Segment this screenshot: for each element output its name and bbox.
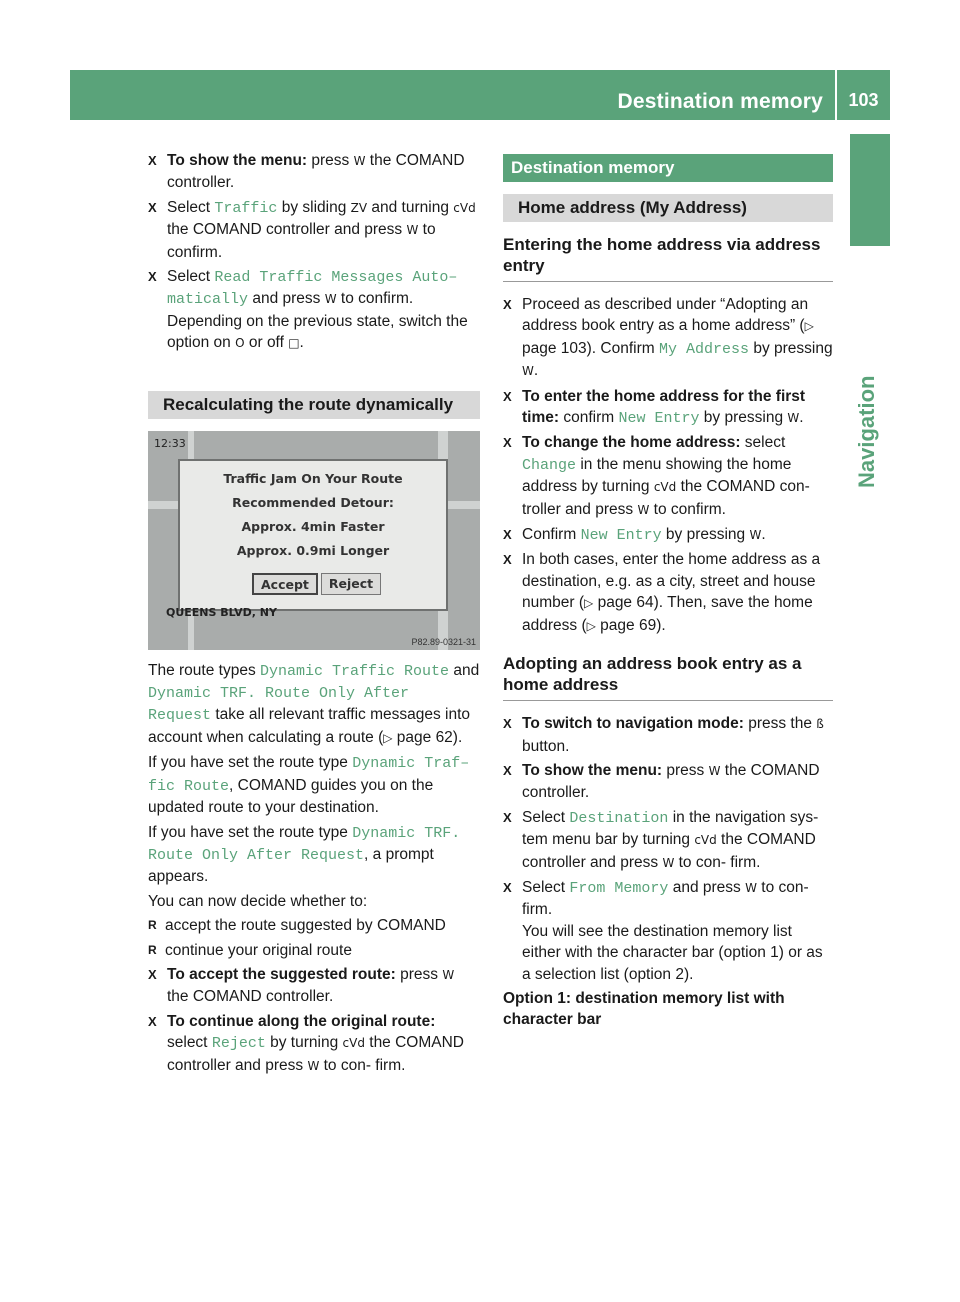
turn-controller-icon: cVd — [694, 833, 717, 848]
subsection-band: Home address (My Address) — [503, 194, 833, 222]
paragraph: If you have set the route type Dynamic TRF. Route Only After Request, a prompt appears. — [148, 823, 461, 886]
section-heading: Recalculating the route dynamically — [148, 391, 480, 419]
dialog-line: Approx. 0.9mi Longer — [236, 542, 390, 558]
instruction: X Proceed as described under “Adopting an address book entry as a home address” (▷ page 103). Confirm My Address by pressing W. — [503, 294, 833, 383]
instruction: X To change the home address: select Change in the menu showing the home address by turning cVd the COMAND con- troller and press W to confirm. — [503, 432, 833, 521]
press-controller-icon: W — [353, 154, 366, 168]
side-tab — [850, 134, 890, 246]
heading: Entering the home address via address entry — [503, 234, 833, 282]
side-label: Navigation — [854, 375, 879, 488]
checkbox-off-icon: □ — [288, 336, 300, 351]
instruction: X Select Traffic by sliding ZV and turning cVd the COMAND controller and press W to confirm. — [148, 197, 480, 263]
clock: 12:33 — [154, 436, 186, 450]
left-column — [148, 150, 480, 1080]
instruction: X Select Read Traffic Messages Auto– matically and press W to confirm. Depending on the previous state, switch the option on O or off □. — [148, 266, 480, 355]
instruction: X To enter the home address for the first time: confirm New Entry by pressing W. — [503, 386, 833, 430]
reject-button[interactable]: Reject — [321, 573, 381, 595]
instruction: X To accept the suggested route: press W the COMAND controller. — [148, 964, 480, 1008]
navigation-screenshot — [148, 431, 480, 650]
dialog-line: Approx. 4min Faster — [241, 518, 385, 534]
page-header — [70, 70, 890, 120]
section-band: Destination memory — [503, 154, 833, 182]
instruction: X Select From Memory and press W to con- firm. You will see the destination memory list either with the character bar (option 1) or as a selection list (option 2). — [503, 877, 833, 985]
instruction: X To show the menu: press W the COMAND controller. — [148, 150, 480, 194]
figure-reference: P82.89-0321-31 — [411, 636, 476, 647]
press-controller-icon: W — [522, 364, 534, 379]
instruction: X In both cases, enter the home address as a destination, e.g. as a city, street and house number (▷ page 64). Then, save the home address (▷ page 69). — [503, 549, 833, 637]
instruction: X To continue along the original route: select Reject by turning cVd the COMAND controller and press W to con- firm. — [148, 1011, 480, 1077]
heading: Option 1: destination memory list with character bar — [503, 989, 785, 1029]
instruction: X Select Destination in the navigation sys- tem menu bar by turning cVd the COMAND controller and press W to con- firm. — [503, 807, 833, 874]
heading: Adopting an address book entry as a home address — [503, 653, 833, 701]
instruction: X Confirm New Entry by pressing W. — [503, 524, 833, 546]
page-number: 103 — [848, 89, 879, 110]
instruction: X To show the menu: press W the COMAND controller. — [503, 760, 833, 804]
press-controller-icon: W — [637, 502, 650, 517]
press-controller-icon: W — [307, 1058, 320, 1073]
turn-controller-icon: cVd — [453, 200, 476, 215]
bullet-item: R continue your original route — [148, 940, 480, 961]
press-controller-icon: W — [749, 528, 762, 543]
bullet-item: R accept the route suggested by COMAND — [148, 915, 480, 936]
press-controller-icon: W — [324, 292, 337, 307]
paragraph: You can now decide whether to: — [148, 892, 368, 910]
paragraph: If you have set the route type Dynamic Traf– fic Route, COMAND guides you on the updated route to your destination. — [148, 754, 470, 817]
checkbox-on-icon: O — [235, 336, 245, 351]
menu-item-traffic: Traffic — [214, 199, 278, 217]
chapter-title: Destination memory — [617, 89, 823, 113]
right-column — [503, 150, 833, 1034]
navi-key-icon: ß — [816, 717, 824, 732]
press-controller-icon: W — [406, 223, 419, 238]
turn-controller-icon: cVd — [653, 480, 677, 495]
traffic-dialog — [178, 459, 448, 611]
press-controller-icon: W — [662, 855, 675, 870]
page-ref-arrow-icon: ▷ — [383, 730, 393, 745]
press-controller-icon: W — [442, 967, 455, 982]
slide-controller-icon: ZV — [350, 200, 368, 215]
paragraph: The route types Dynamic Traffic Route and Dynamic TRF. Route Only After Request take all relevant traffic messages into account when calculating a route (▷ page 62). — [148, 661, 480, 746]
press-controller-icon: W — [787, 411, 800, 426]
press-controller-icon: W — [708, 763, 721, 778]
turn-controller-icon: cVd — [342, 1036, 365, 1051]
menu-item-read-traffic: Read Traffic Messages Auto– matically — [167, 269, 458, 309]
accept-button[interactable]: Accept — [252, 573, 318, 595]
dialog-line: Traffic Jam On Your Route — [223, 470, 403, 486]
dialog-line: Recommended Detour: — [232, 494, 394, 510]
instruction: X To switch to navigation mode: press the ß button. — [503, 713, 833, 757]
press-controller-icon: W — [745, 880, 757, 895]
street-name: QUEENS BLVD, NY — [166, 606, 277, 620]
